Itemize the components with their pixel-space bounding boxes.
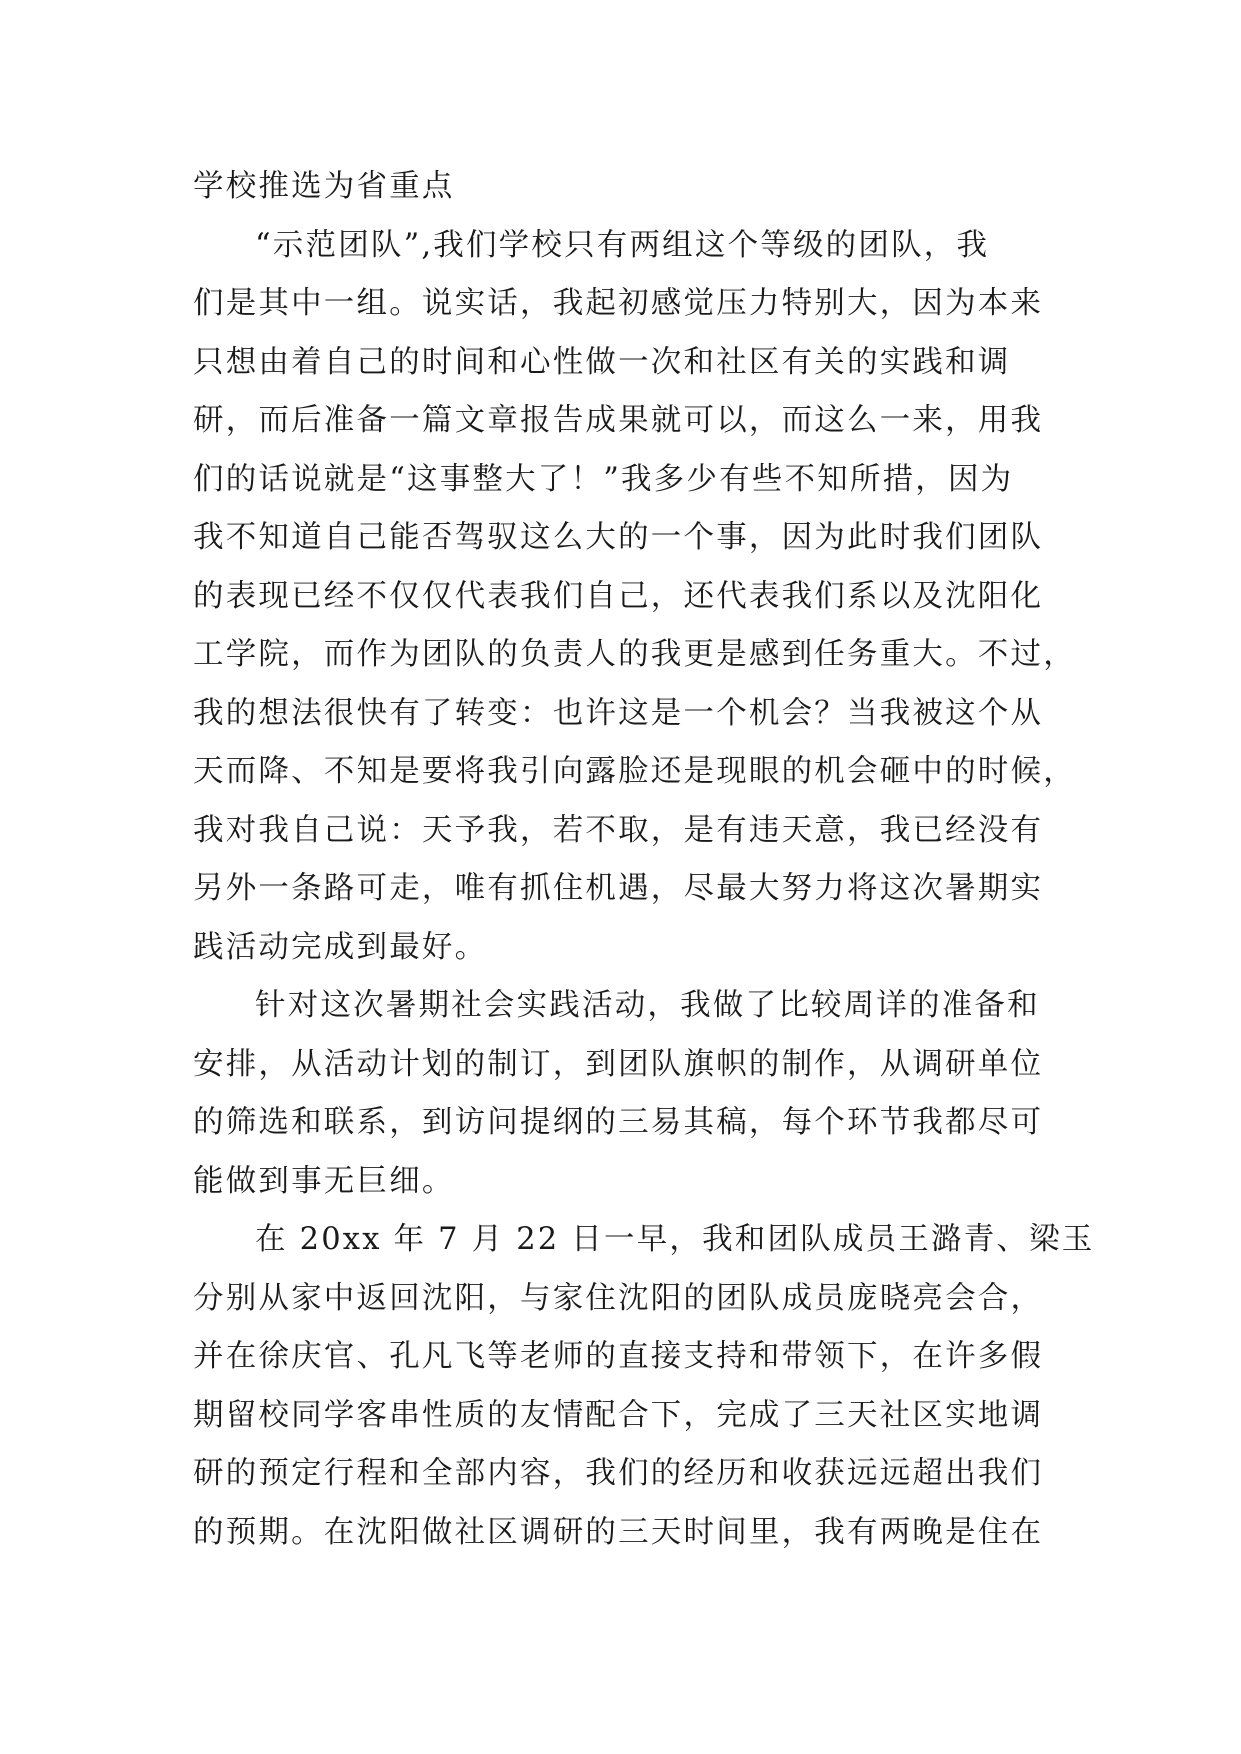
paragraph (193, 1211, 1095, 1562)
text-line: 工学院，而作为团队的负责人的我更是感到任务重大。不过， (193, 637, 1076, 672)
text-line: 的表现已经不仅仅代表我们自己，还代表我们系以及沈阳化 (193, 578, 1044, 614)
text-line: 我的想法很快有了转变：也许这是一个机会？当我被这个从 (193, 695, 1044, 731)
text-line: 研的预定行程和全部内容，我们的经历和收获远远超出我们 (193, 1456, 1044, 1491)
document-body (193, 158, 1095, 1562)
text-line: 另外一条路可走，唯有抓住机遇，尽最大努力将这次暑期实 (193, 871, 1044, 906)
text-line: 的预期。在沈阳做社区调研的三天时间里，我有两晚是住在 (193, 1514, 1044, 1550)
text-line: 能做到事无巨细。 (193, 1163, 455, 1199)
text-line: 安排，从活动计划的制订，到团队旗帜的制作，从调研单位 (193, 1046, 1044, 1082)
text-line: 我不知道自己能否驾驭这么大的一个事，因为此时我们团队 (193, 520, 1044, 555)
text-line: 分别从家中返回沈阳，与家住沈阳的团队成员庞晓亮会合， (193, 1280, 1044, 1316)
text-line: 在 20xx 年 7 月 22 日一早，我和团队成员王潞青、梁玉 (255, 1222, 1095, 1257)
text-line: 学校推选为省重点 (193, 169, 455, 204)
text-line: 践活动完成到最好。 (193, 929, 488, 965)
text-line: 的筛选和联系，到访问提纲的三易其稿，每个环节我都尽可 (193, 1105, 1044, 1140)
paragraph (193, 217, 1076, 978)
text-line: 只想由着自己的时间和心性做一次和社区有关的实践和调 (193, 344, 1011, 380)
text-line: “示范团队”,我们学校只有两组这个等级的团队，我 (255, 227, 990, 263)
text-line: 天而降、不知是要将我引向露脸还是现眼的机会砸中的时候， (193, 754, 1076, 789)
text-line: 期留校同学客串性质的友情配合下，完成了三天社区实地调 (193, 1397, 1044, 1433)
text-line: 们是其中一组。说实话，我起初感觉压力特别大，因为本来 (193, 286, 1044, 321)
text-line: 并在徐庆官、孔凡飞等老师的直接支持和带领下，在许多假 (193, 1339, 1044, 1374)
text-line: 针对这次暑期社会实践活动，我做了比较周详的准备和 (255, 988, 1040, 1023)
paragraph (193, 158, 1053, 217)
text-line: 研，而后准备一篇文章报告成果就可以，而这么一来，用我 (193, 403, 1044, 438)
paragraph (193, 977, 1053, 1211)
text-line: 我对我自己说：天予我，若不取，是有违天意，我已经没有 (193, 812, 1044, 848)
text-line: 们的话说就是“这事整大了！”我多少有些不知所措，因为 (193, 461, 1014, 497)
